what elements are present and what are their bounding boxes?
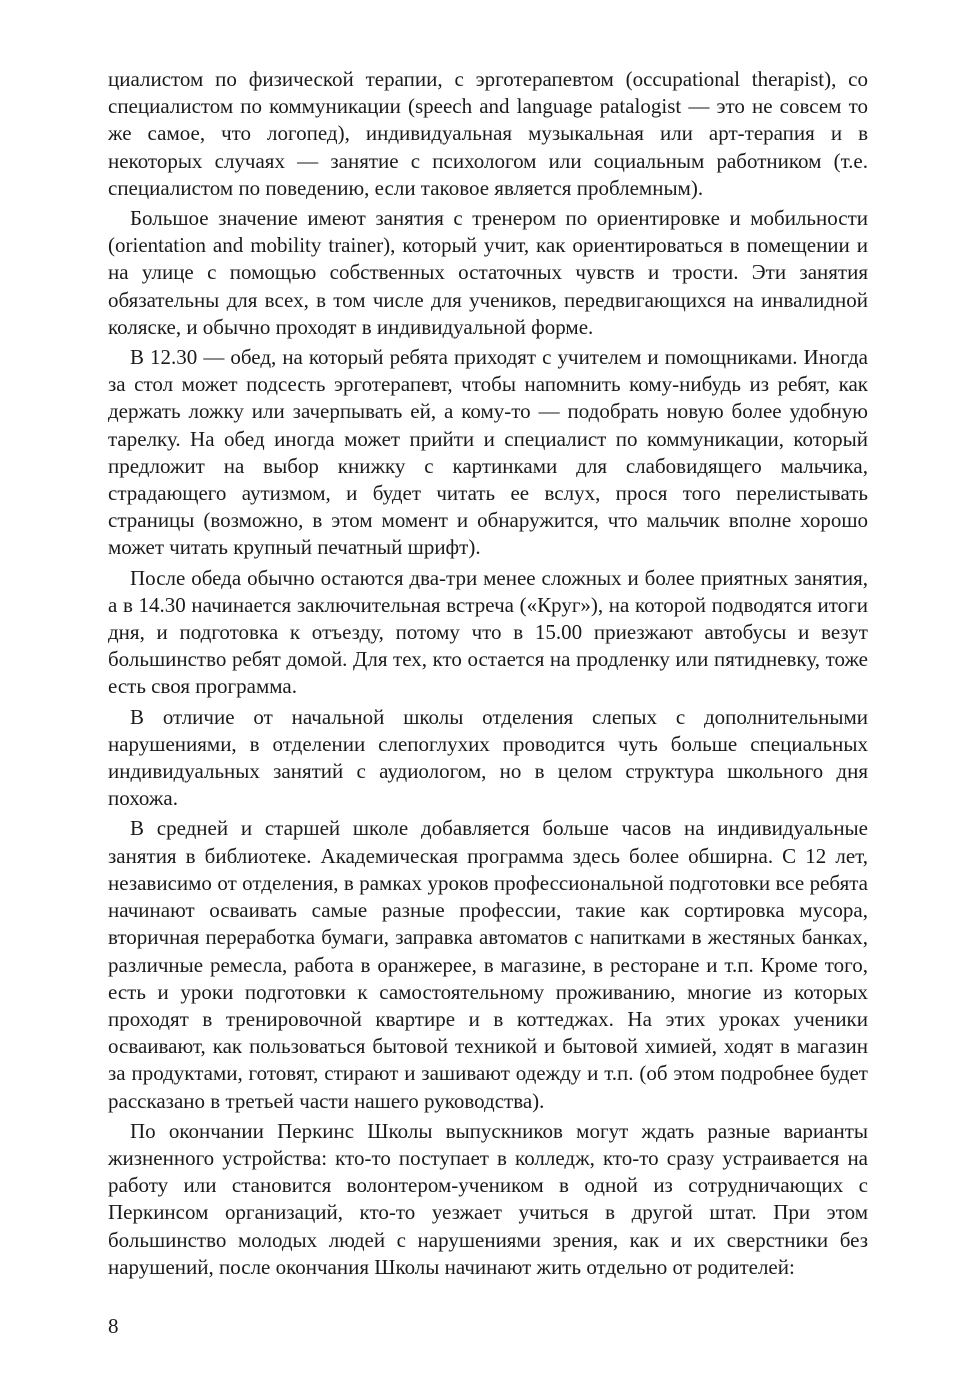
paragraph-2: Большое значение имеют занятия с тренером по ориентировке и мобильности (orientation and mobility trainer), который учит, как ориентироваться в помещении и на улице с помощью собственных остаточных чувств и трости. Эти занятия обязательны для всех, в том числе для учеников, передвигающихся на инвалидной коляске, и обычно проходят в индивидуальной форме.	[108, 206, 868, 339]
paragraph-5: В отличие от начальной школы отделения слепых с дополнительными нарушениями, в отделении слепоглухих проводится чуть больше специальных индивидуальных занятий с аудиологом, но в целом структура школьного дня похожа.	[108, 704, 868, 811]
paragraph-7: По окончании Перкинс Школы выпускников могут ждать разные варианты жизненного устройства: кто-то поступает в колледж, кто-то сразу устраивается на работу или становится волонтером-учеником в одной из сотрудничающих с Перкинсом организаций, кто-то уезжает учиться в другой штат. При этом большинство молодых людей с нарушениями зрения, как и их сверстники без нарушений, после окончания Школы начинают жить отдельно от родителей:	[108, 1118, 868, 1279]
paragraph-6: В средней и старшей школе добавляется больше часов на индивидуальные занятия в библиотеке. Академическая программа здесь более обширна. С 12 лет, независимо от отделения, в рамках уроков профессиональной подготовки все ребята начинают осваивать самые разные профессии, такие как сортировка мусора, вторичная переработка бумаги, заправка автоматов с напитками в жестяных банках, различные ремесла, работа в оранжерее, в магазине, в ресторане и т.п. Кроме того, есть и уроки подготовки к самостоятельному проживанию, многие из которых проходят в тренировочной квартире и в коттеджах. На этих уроках ученики осваивают, как пользоваться бытовой техникой и бытовой химией, ходят в магазин за продуктами, готовят, стирают и зашивают одежду и т.п. (об этом подробнее будет рассказано в третьей части нашего руководства).	[108, 816, 868, 1113]
paragraph-4: После обеда обычно остаются два-три менее сложных и более приятных занятия, а в 14.30 начинается заключительная встреча («Круг»), на которой подводятся итоги дня, и подготовка к отъезду, потому что в 15.00 приезжают автобусы и везут большинство ребят домой. Для тех, кто остается на продленку или пятидневку, тоже есть своя программа.	[108, 565, 868, 699]
page-body	[108, 66, 868, 1281]
paragraph-3: В 12.30 — обед, на который ребята приходят с учителем и помощниками. Иногда за стол может подсесть эрготерапевт, чтобы напомнить кому-нибудь из ребят, как держать ложку или зачерпывать ей, а кому-то — подобрать новую более удобную тарелку. На обед иногда может прийти и специалист по коммуникации, который предложит на выбор книжку с картинками для слабовидящего мальчика, страдающего аутизмом, и будет читать ее вслух, прося того перелистывать страницы (возможно, в этом момент и обнаружится, что мальчик вполне хорошо может читать крупный печатный шрифт).	[108, 345, 868, 560]
paragraph-1: циалистом по физической терапии, с эрготерапевтом (occupational therapist), со специалистом по коммуникации (speech and language patalogist — это не совсем то же самое, что логопед), индивидуальная музыкальная или арт-терапия и в некоторых случаях — занятие с психологом или социальным работником (т.е. специалистом по поведению, если таковое является проблемным).	[108, 67, 868, 200]
page-number: 8	[108, 1314, 119, 1338]
